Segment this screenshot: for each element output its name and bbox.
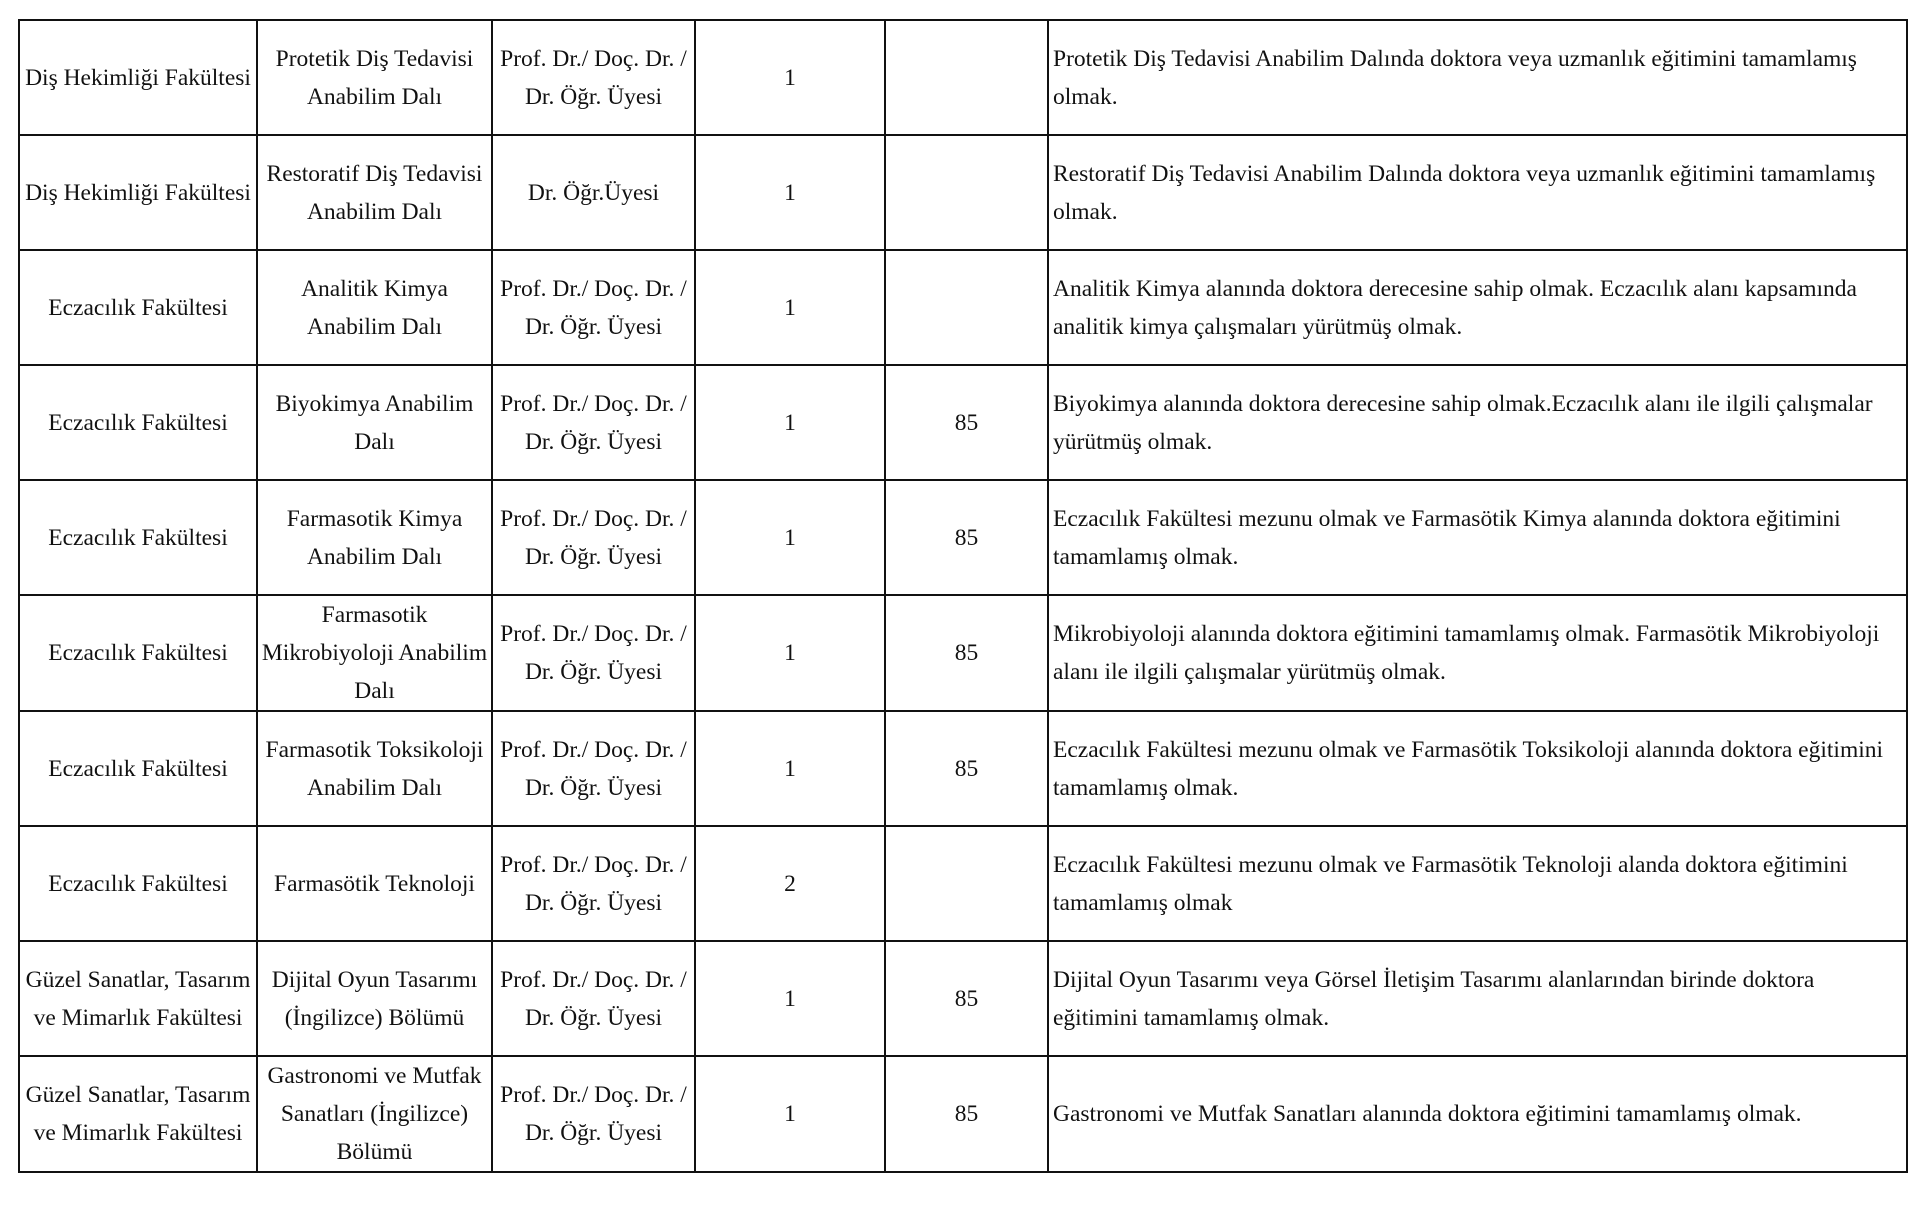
table-row (19, 365, 1907, 480)
title-cell: Prof. Dr./ Doç. Dr. / Dr. Öğr. Üyesi (492, 941, 695, 1056)
table-row (19, 595, 1907, 711)
title-cell: Dr. Öğr.Üyesi (492, 135, 695, 250)
count-cell: 1 (695, 711, 885, 826)
requirement-cell: Eczacılık Fakültesi mezunu olmak ve Farmasötik Kimya alanında doktora eğitimini tamamlamış olmak. (1048, 480, 1907, 595)
department-cell: Farmasötik Teknoloji (257, 826, 492, 941)
faculty-cell: Eczacılık Fakültesi (19, 826, 257, 941)
score-cell: 85 (885, 1056, 1048, 1172)
score-cell (885, 20, 1048, 135)
department-cell: Farmasotik Kimya Anabilim Dalı (257, 480, 492, 595)
score-cell: 85 (885, 941, 1048, 1056)
table-row (19, 20, 1907, 135)
score-cell (885, 250, 1048, 365)
count-cell: 1 (695, 480, 885, 595)
requirement-cell: Dijital Oyun Tasarımı veya Görsel İletişim Tasarımı alanlarından birinde doktora eğitimini tamamlamış olmak. (1048, 941, 1907, 1056)
faculty-cell: Eczacılık Fakültesi (19, 365, 257, 480)
count-cell: 1 (695, 595, 885, 711)
table-row (19, 1056, 1907, 1172)
department-cell: Farmasotik Mikrobiyoloji Anabilim Dalı (257, 595, 492, 711)
table-row (19, 250, 1907, 365)
faculty-positions-table (18, 19, 1908, 1173)
requirement-cell: Protetik Diş Tedavisi Anabilim Dalında doktora veya uzmanlık eğitimini tamamlamış olmak. (1048, 20, 1907, 135)
table-row (19, 826, 1907, 941)
score-cell: 85 (885, 595, 1048, 711)
requirement-cell: Eczacılık Fakültesi mezunu olmak ve Farmasötik Teknoloji alanda doktora eğitimini tamamlamış olmak (1048, 826, 1907, 941)
table-row (19, 711, 1907, 826)
faculty-cell: Eczacılık Fakültesi (19, 250, 257, 365)
faculty-cell: Eczacılık Fakültesi (19, 480, 257, 595)
score-cell: 85 (885, 711, 1048, 826)
requirement-cell: Biyokimya alanında doktora derecesine sahip olmak.Eczacılık alanı ile ilgili çalışmalar yürütmüş olmak. (1048, 365, 1907, 480)
requirement-cell: Restoratif Diş Tedavisi Anabilim Dalında doktora veya uzmanlık eğitimini tamamlamış olmak. (1048, 135, 1907, 250)
title-cell: Prof. Dr./ Doç. Dr. / Dr. Öğr. Üyesi (492, 365, 695, 480)
count-cell: 1 (695, 941, 885, 1056)
faculty-cell: Eczacılık Fakültesi (19, 595, 257, 711)
department-cell: Restoratif Diş Tedavisi Anabilim Dalı (257, 135, 492, 250)
count-cell: 1 (695, 135, 885, 250)
count-cell: 1 (695, 365, 885, 480)
department-cell: Protetik Diş Tedavisi Anabilim Dalı (257, 20, 492, 135)
faculty-cell: Eczacılık Fakültesi (19, 711, 257, 826)
requirement-cell: Gastronomi ve Mutfak Sanatları alanında doktora eğitimini tamamlamış olmak. (1048, 1056, 1907, 1172)
faculty-cell: Güzel Sanatlar, Tasarım ve Mimarlık Fakültesi (19, 941, 257, 1056)
score-cell: 85 (885, 480, 1048, 595)
department-cell: Analitik Kimya Anabilim Dalı (257, 250, 492, 365)
table-row (19, 135, 1907, 250)
faculty-cell: Güzel Sanatlar, Tasarım ve Mimarlık Fakültesi (19, 1056, 257, 1172)
department-cell: Dijital Oyun Tasarımı (İngilizce) Bölümü (257, 941, 492, 1056)
count-cell: 1 (695, 250, 885, 365)
faculty-cell: Diş Hekimliği Fakültesi (19, 135, 257, 250)
title-cell: Prof. Dr./ Doç. Dr. / Dr. Öğr. Üyesi (492, 826, 695, 941)
title-cell: Prof. Dr./ Doç. Dr. / Dr. Öğr. Üyesi (492, 711, 695, 826)
score-cell: 85 (885, 365, 1048, 480)
title-cell: Prof. Dr./ Doç. Dr. / Dr. Öğr. Üyesi (492, 20, 695, 135)
department-cell: Biyokimya Anabilim Dalı (257, 365, 492, 480)
requirement-cell: Eczacılık Fakültesi mezunu olmak ve Farmasötik Toksikoloji alanında doktora eğitimini tamamlamış olmak. (1048, 711, 1907, 826)
title-cell: Prof. Dr./ Doç. Dr. / Dr. Öğr. Üyesi (492, 595, 695, 711)
title-cell: Prof. Dr./ Doç. Dr. / Dr. Öğr. Üyesi (492, 480, 695, 595)
requirement-cell: Mikrobiyoloji alanında doktora eğitimini tamamlamış olmak. Farmasötik Mikrobiyoloji alanı ile ilgili çalışmalar yürütmüş olmak. (1048, 595, 1907, 711)
score-cell (885, 826, 1048, 941)
department-cell: Gastronomi ve Mutfak Sanatları (İngilizce) Bölümü (257, 1056, 492, 1172)
title-cell: Prof. Dr./ Doç. Dr. / Dr. Öğr. Üyesi (492, 1056, 695, 1172)
requirement-cell: Analitik Kimya alanında doktora derecesine sahip olmak. Eczacılık alanı kapsamında analitik kimya çalışmaları yürütmüş olmak. (1048, 250, 1907, 365)
count-cell: 1 (695, 1056, 885, 1172)
count-cell: 2 (695, 826, 885, 941)
count-cell: 1 (695, 20, 885, 135)
department-cell: Farmasotik Toksikoloji Anabilim Dalı (257, 711, 492, 826)
table-row (19, 941, 1907, 1056)
table-row (19, 480, 1907, 595)
faculty-cell: Diş Hekimliği Fakültesi (19, 20, 257, 135)
score-cell (885, 135, 1048, 250)
title-cell: Prof. Dr./ Doç. Dr. / Dr. Öğr. Üyesi (492, 250, 695, 365)
